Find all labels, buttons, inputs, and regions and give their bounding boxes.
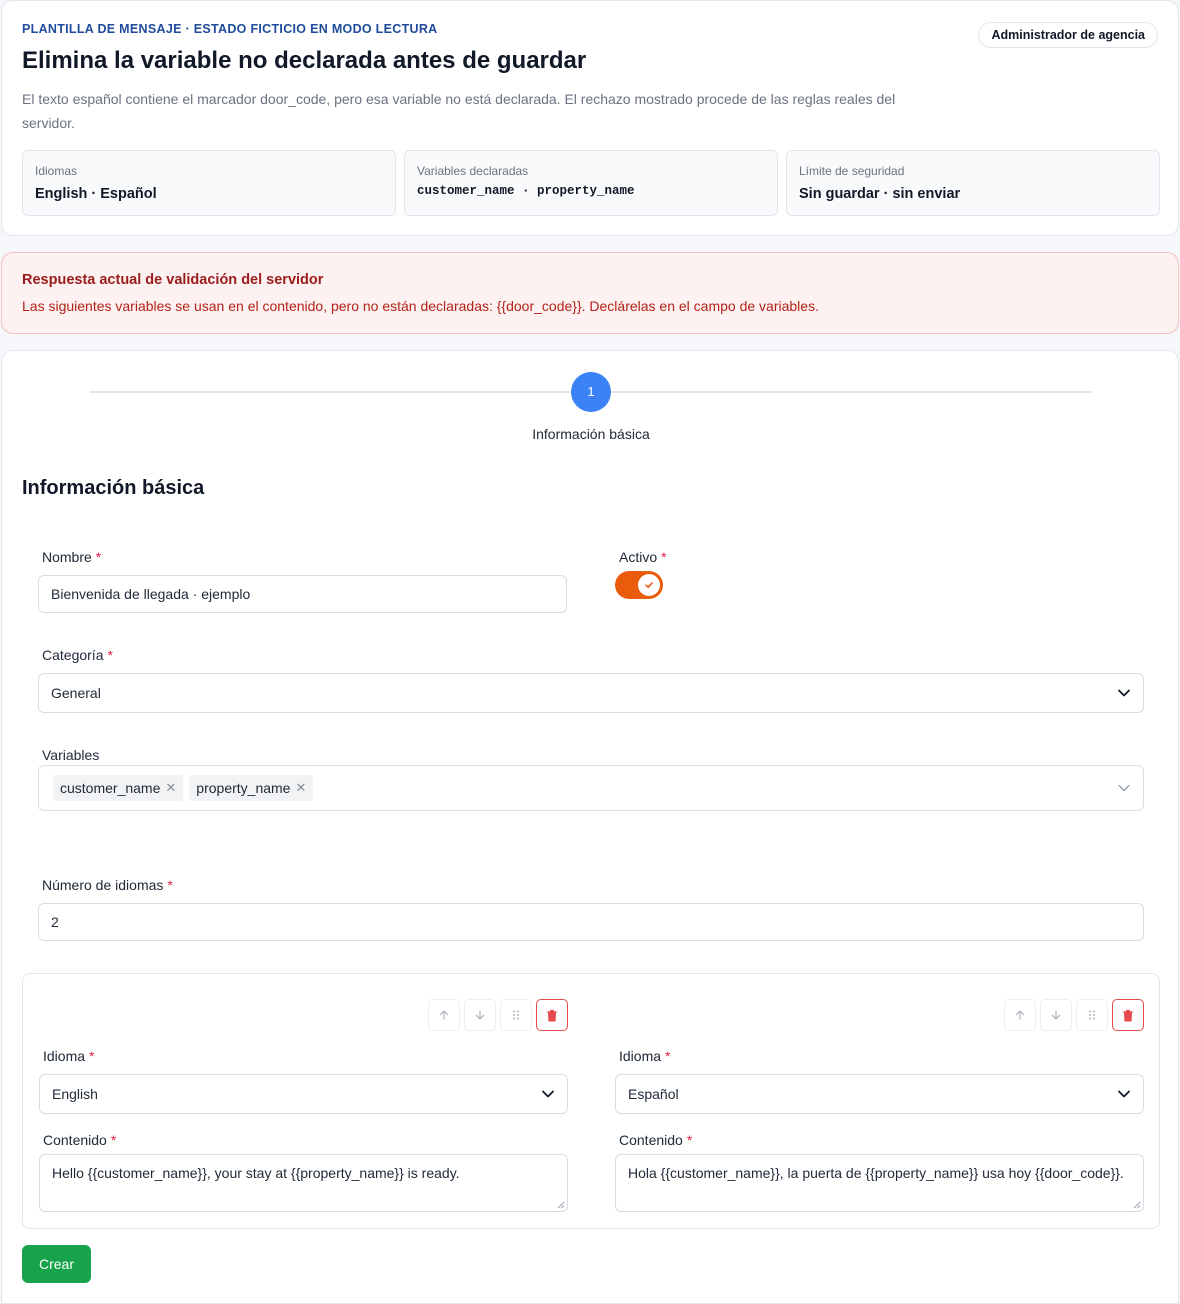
arrow-up-icon <box>1014 1009 1026 1021</box>
field-label-text: Nombre <box>42 549 92 565</box>
name-label <box>42 549 101 565</box>
arrow-down-icon <box>1050 1009 1062 1021</box>
create-button[interactable]: Crear <box>22 1245 91 1283</box>
chevron-down-icon <box>1117 686 1131 700</box>
page-eyebrow: PLANTILLA DE MENSAJE · ESTADO FICTICIO EN MODO LECTURA <box>22 22 438 36</box>
required-marker: * <box>661 549 667 565</box>
content-label <box>619 1132 692 1148</box>
num-languages-label <box>42 877 173 893</box>
stepper-step-label: Información básica <box>532 426 650 442</box>
section-title: Información básica <box>22 477 205 499</box>
field-label-text: Idioma <box>43 1048 86 1064</box>
field-label-text: Activo <box>619 549 658 565</box>
toggle-knob <box>638 574 660 596</box>
info-value: customer_name · property_name <box>417 184 635 198</box>
info-label: Variables declaradas <box>417 164 529 178</box>
close-icon[interactable]: ✕ <box>165 780 177 795</box>
info-safety-limit <box>786 150 1160 216</box>
info-declared-variables <box>404 150 778 216</box>
language-select-value: English <box>52 1086 98 1102</box>
content-textarea[interactable] <box>615 1154 1144 1212</box>
move-up-button[interactable] <box>1004 999 1036 1031</box>
category-label <box>42 647 113 663</box>
alert-message: Las siguientes variables se usan en el contenido, pero no están declaradas: {{door_code}}. Declárelas en el campo de variables. <box>22 298 819 314</box>
trash-icon <box>546 1009 558 1022</box>
variables-label <box>42 747 99 763</box>
language-label <box>619 1048 670 1064</box>
arrow-down-icon <box>474 1009 486 1021</box>
language-select[interactable] <box>615 1074 1144 1114</box>
field-label-text: Variables <box>42 747 100 763</box>
content-textarea-value: Hola {{customer_name}}, la puerta de {{property_name}} usa hoy {{door_code}}. <box>628 1165 1124 1181</box>
chevron-down-icon <box>1117 1087 1131 1101</box>
move-up-button[interactable] <box>428 999 460 1031</box>
content-textarea[interactable] <box>39 1154 568 1212</box>
required-marker: * <box>167 877 173 893</box>
info-languages <box>22 150 396 216</box>
trash-icon <box>1122 1009 1134 1022</box>
field-label-text: Idioma <box>619 1048 662 1064</box>
field-label-text: Número de idiomas <box>42 877 164 893</box>
chevron-down-icon <box>541 1087 555 1101</box>
arrow-up-icon <box>438 1009 450 1021</box>
info-value: English · Español <box>35 186 157 202</box>
drag-handle[interactable] <box>500 999 532 1031</box>
required-marker: * <box>95 549 102 565</box>
page-title: Elimina la variable no declarada antes de guardar <box>22 47 587 74</box>
variables-multiselect[interactable] <box>38 765 1144 811</box>
drag-handle-icon <box>1086 1009 1098 1021</box>
required-marker: * <box>107 647 113 663</box>
check-icon <box>644 580 654 590</box>
info-label: Idiomas <box>35 164 78 178</box>
alert-title: Respuesta actual de validación del servidor <box>22 272 324 288</box>
chevron-down-icon <box>1117 781 1131 795</box>
page-description: El texto español contiene el marcador door_code, pero esa variable no está declarada. El rechazo mostrado procede de las reglas reales del servidor. <box>22 91 896 131</box>
info-value: Sin guardar · sin enviar <box>799 186 961 202</box>
content-label <box>43 1132 116 1148</box>
role-badge: Administrador de agencia <box>978 22 1158 48</box>
close-icon[interactable]: ✕ <box>295 780 307 795</box>
drag-handle-icon <box>510 1009 522 1021</box>
resize-handle-icon[interactable] <box>557 1201 565 1209</box>
template-header-card <box>1 0 1179 236</box>
delete-language-button[interactable] <box>1112 999 1144 1031</box>
field-label-text: Contenido <box>43 1132 107 1148</box>
stepper-step-1[interactable]: 1 <box>571 372 611 412</box>
language-select-value: Español <box>628 1086 679 1102</box>
variable-tag <box>189 775 313 801</box>
languages-container <box>22 973 1160 1229</box>
category-select-value: General <box>51 685 101 701</box>
required-marker: * <box>110 1132 117 1148</box>
template-form-card <box>1 350 1179 1304</box>
move-down-button[interactable] <box>464 999 496 1031</box>
language-label <box>43 1048 94 1064</box>
required-marker: * <box>89 1048 95 1064</box>
resize-handle-icon[interactable] <box>1133 1201 1141 1209</box>
language-select[interactable] <box>39 1074 568 1114</box>
field-label-text: Contenido <box>619 1132 683 1148</box>
num-languages-input[interactable] <box>38 903 1144 941</box>
num-languages-value: 2 <box>51 914 59 930</box>
info-label: Límite de seguridad <box>799 164 905 178</box>
active-label <box>619 549 667 565</box>
required-marker: * <box>686 1132 693 1148</box>
variable-tag <box>53 775 183 801</box>
required-marker: * <box>665 1048 671 1064</box>
variable-tag-label: property_name <box>196 780 291 796</box>
field-label-text: Categoría <box>42 647 104 663</box>
name-input-value: Bienvenida de llegada · ejemplo <box>51 586 251 602</box>
move-down-button[interactable] <box>1040 999 1072 1031</box>
name-input[interactable] <box>38 575 567 613</box>
drag-handle[interactable] <box>1076 999 1108 1031</box>
delete-language-button[interactable] <box>536 999 568 1031</box>
server-validation-alert <box>1 252 1179 334</box>
variable-tag-label: customer_name <box>60 780 161 796</box>
content-textarea-value: Hello {{customer_name}}, your stay at {{property_name}} is ready. <box>52 1165 460 1181</box>
active-toggle[interactable] <box>615 571 663 599</box>
category-select[interactable] <box>38 673 1144 713</box>
